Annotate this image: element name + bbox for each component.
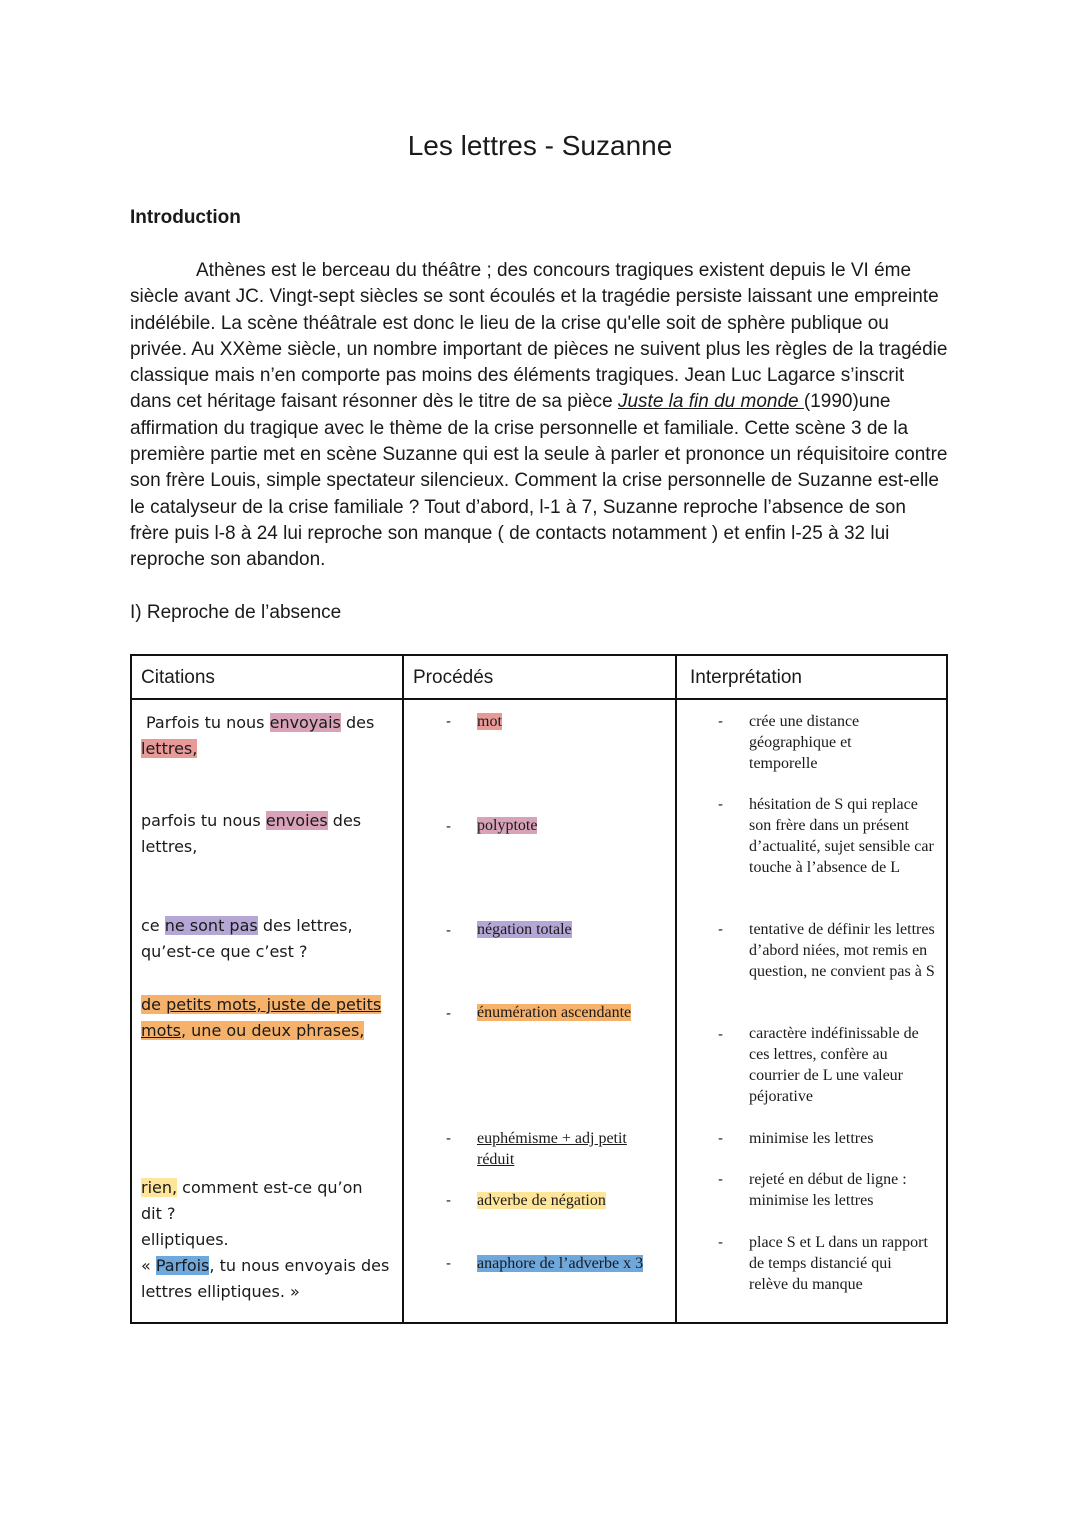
interpretation-4: caractère indéfinissable de ces lettres, confère au courrier de L une valeur péjorative [749,1025,919,1105]
interpretation-5: minimise les lettres [749,1130,874,1147]
citation-2-line-2: lettres, [141,837,198,856]
bullet-dash: - [446,818,451,835]
citation-3-line-2: qu’est-ce que c’est ? [141,942,308,961]
bullet-dash: - [446,1130,451,1147]
interpretation-2: hésitation de S qui replace son frère dans un présent d’actualité, sujet sensible car touche à l’absence de L [749,796,934,876]
interpretation-3: tentative de définir les lettres d’abord niées, mot remis en question, ne convient pas à S [749,921,935,980]
bullet-dash: - [446,1255,451,1272]
header-divider [132,698,946,700]
citation-5-line-1: rien, comment est-ce qu’on [141,1178,363,1197]
intro-heading: Introduction [130,207,241,228]
intro-text-part1: Athènes est le berceau du théâtre ; des concours tragiques existent depuis le VI éme siècle avant JC. Vingt-sept siècles se sont écoulés et la tragédie persiste laissant une empreinte indélébile. La scène théâtrale est donc le lieu de la crise qu'elle soit de sphère publique ou privée. Au XXème siècle, un nombre important de pièces ne suivent plus les règles de la tragédie classique mais n’en comporte pas moins des éléments tragiques. Jean Luc Lagarce s’inscrit dans cet héritage faisant résonner dès le titre de sa pièce [130,260,948,413]
procede-5: euphémisme + adj petit réduit [477,1130,627,1168]
bullet-dash: - [718,1171,723,1188]
procede-4: énumération ascendante [477,1004,632,1021]
procede-7: anaphore de l’adverbe x 3 [477,1255,644,1272]
page-title: Les lettres - Suzanne [407,130,673,161]
citation-5-line-5: lettres elliptiques. » [141,1282,300,1301]
bullet-dash: - [718,796,723,813]
bullet-dash: - [718,1234,723,1251]
bullet-dash: - [718,921,723,938]
header-citations: Citations [141,667,215,688]
work-title: Juste la fin du monde [617,391,804,413]
bullet-dash: - [446,713,451,730]
section-heading: I) Reproche de l’absence [130,602,342,623]
citation-5-line-3: elliptiques. [141,1230,229,1249]
citation-1-line-2: lettres, [141,739,198,758]
intro-text-part2: (1990)une affirmation du tragique avec le thème de la crise personnelle et familiale. Cette scène 3 de la première partie met en scène Suzanne qui est la seule à parler et prononce un réquisitoire contre son frère Louis, simple spectateur silencieux. Comment la crise personnelle de Suzanne est-elle le catalyseur de la crise familiale ? Tout d’abord, l-1 à 7, Suzanne reproche l’absence de son frère puis l-8 à 24 lui reproche son manque ( de contacts notamment ) et enfin l-25 à 32 lui reproche son abandon. [130,391,948,571]
procede-3: négation totale [477,921,572,938]
procede-2: polyptote [477,817,538,834]
header-interpretation: Interprétation [690,667,802,688]
procede-1: mot [477,713,502,730]
intro-paragraph [130,258,950,574]
bullet-dash: - [446,922,451,939]
interpretation-6: rejeté en début de ligne : minimise les lettres [749,1171,907,1209]
citation-1-line-1: Parfois tu nous envoyais des [146,713,375,732]
citation-3-line-1: ce ne sont pas des lettres, [141,916,353,935]
bullet-dash: - [446,1192,451,1209]
bullet-dash: - [718,1026,723,1043]
header-procedes: Procédés [413,667,494,688]
citation-4-line-1: de petits mots, juste de petits [141,995,382,1014]
bullet-dash: - [718,713,723,730]
citation-4-line-2: mots, une ou deux phrases, [141,1021,365,1040]
column-divider [675,656,677,1322]
interpretation-1: crée une distance géographique et temporelle [749,713,860,772]
citation-5-line-2: dit ? [141,1204,176,1223]
analysis-table [130,654,948,1324]
bullet-dash: - [446,1005,451,1022]
column-divider [402,656,404,1322]
bullet-dash: - [718,1130,723,1147]
interpretation-7: place S et L dans un rapport de temps distancié qui relève du manque [749,1234,928,1293]
citation-2-line-1: parfois tu nous envoies des [141,811,362,830]
citation-5-line-4: « Parfois, tu nous envoyais des [141,1256,390,1275]
procede-6: adverbe de négation [477,1192,606,1209]
